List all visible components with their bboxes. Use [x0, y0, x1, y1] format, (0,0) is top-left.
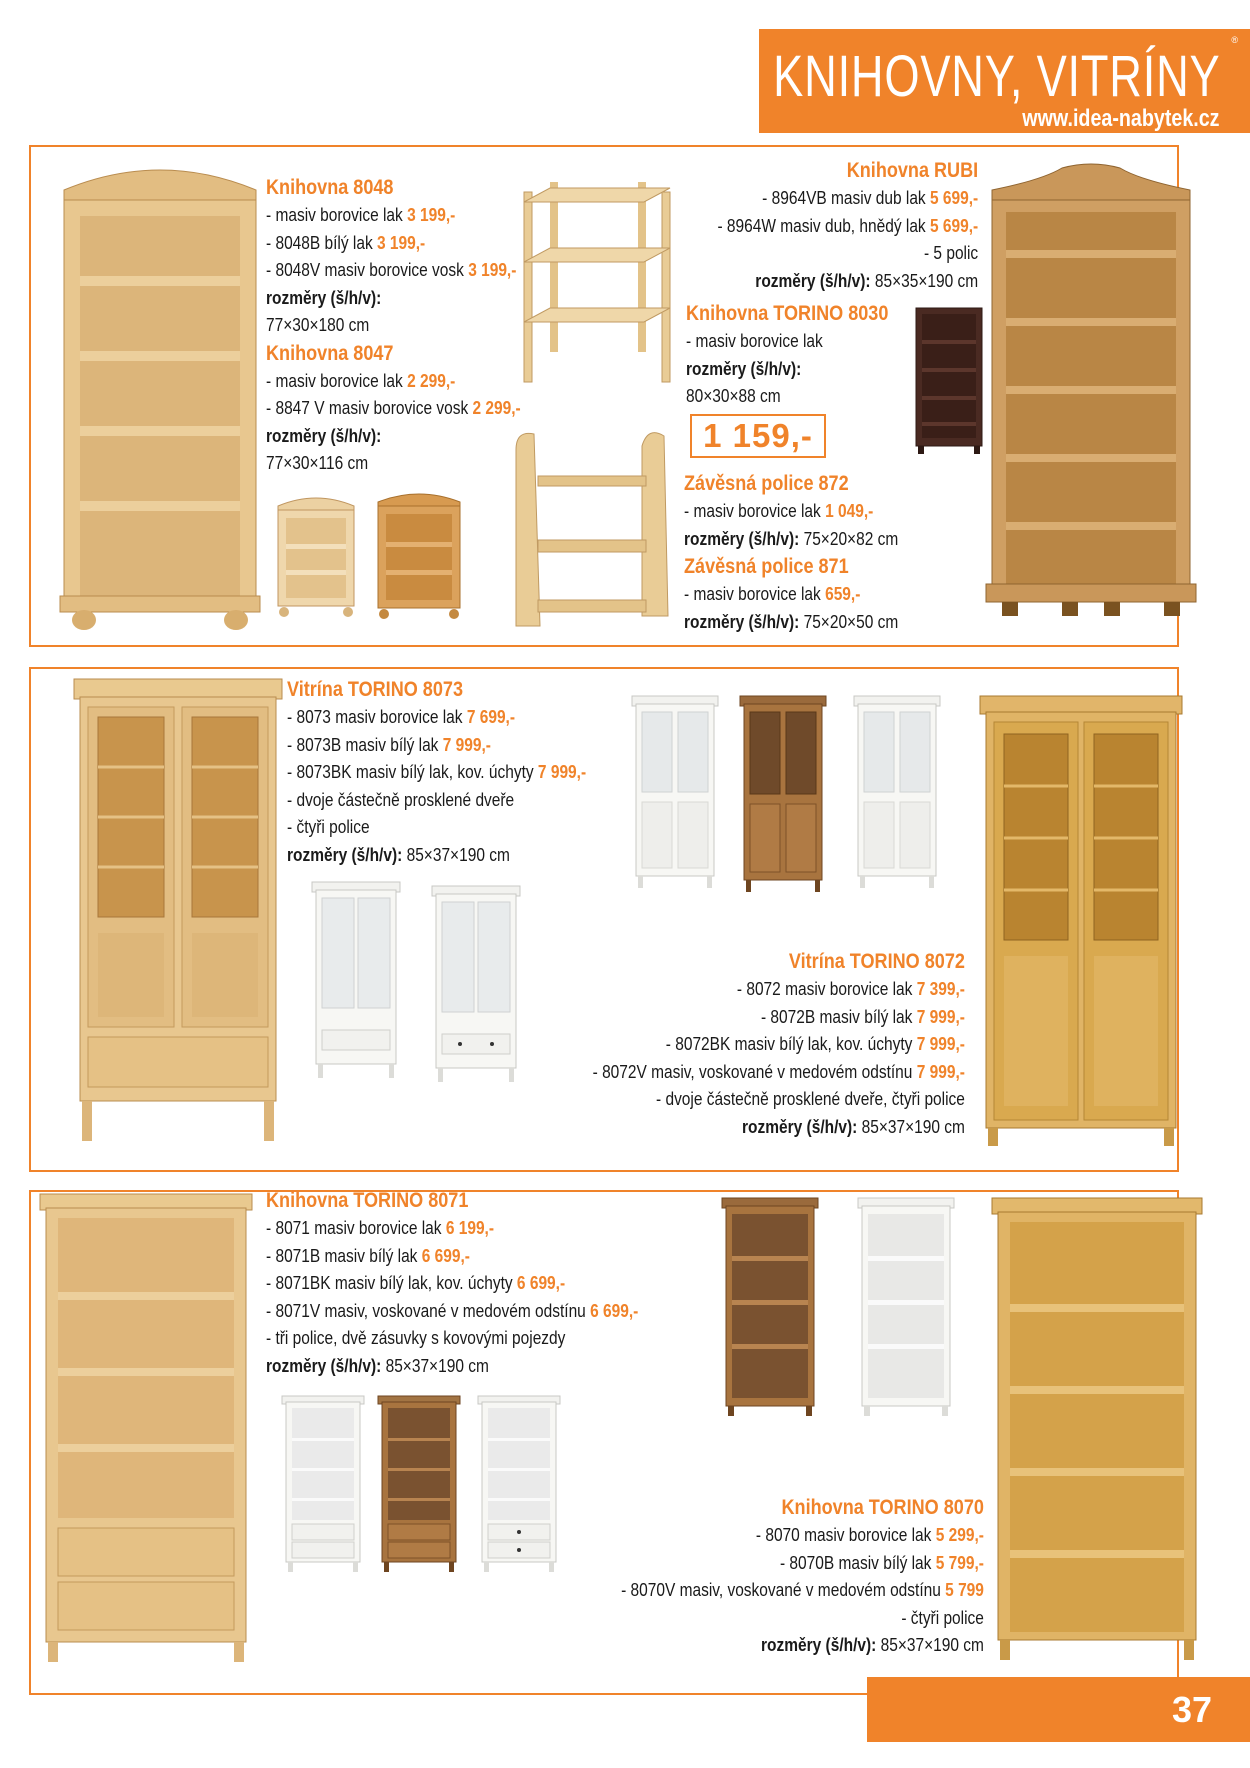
variant-line: - 8964VB masiv dub lak 5 699,-: [762, 188, 978, 208]
product-title: Knihovna 8047: [266, 341, 394, 365]
price: 7 999,-: [537, 762, 587, 782]
website-link[interactable]: www.idea-nabytek.cz: [1022, 105, 1220, 132]
display-cabinet-8072v-image: [738, 694, 828, 894]
page-number: 37: [1171, 1689, 1212, 1730]
variant-line: - 8048V masiv borovice vosk 3 199,-: [266, 260, 517, 280]
bookcase-torino-8071-image: [38, 1192, 254, 1664]
product-title: Knihovna 8048: [266, 176, 394, 199]
dimensions: 77×30×180 cm: [266, 315, 370, 335]
variant-line: - 8070V masiv, voskované v medovém odstínu 5 799: [621, 1580, 984, 1600]
dimension-line: rozměry (š/h/v): 85×37×190 cm: [287, 844, 510, 865]
bookcase-torino-8070v-image: [720, 1196, 820, 1418]
variant-line: - 8072B masiv bílý lak 7 999,-: [761, 1006, 965, 1027]
variant-line: - 8071BK masiv bílý lak, kov. úchyty 6 699,-: [266, 1273, 566, 1293]
price: 3 199,-: [468, 260, 517, 280]
display-cabinet-8073bk-image: [430, 884, 522, 1084]
product-knihovna-torino-8070: [621, 1494, 984, 1660]
price: 6 699,-: [421, 1245, 470, 1266]
variant-line: - 8071V masiv, voskované v medovém odstínu 6 699,-: [266, 1300, 639, 1321]
page-header: [759, 29, 1250, 133]
product-title: Závěsná police 871: [684, 555, 849, 578]
dimension-label: rozměry (š/h/v):: [686, 358, 802, 379]
product-title: Knihovna TORINO 8030: [686, 302, 889, 325]
bookcase-torino-8071v-image: [376, 1394, 462, 1574]
variant-line: - masiv borovice lak 1 049,-: [684, 501, 874, 521]
price: 5 699,-: [929, 188, 978, 208]
dimension-line: rozměry (š/h/v): 85×37×190 cm: [761, 1635, 984, 1655]
price: 7 999,-: [916, 1034, 965, 1054]
bookcase-rubi-image: [982, 160, 1200, 620]
open-shelf-image: [520, 182, 680, 392]
page-title: KNIHOVNY, VITRÍNY: [772, 44, 1220, 109]
variant-line: - masiv borovice lak 659,-: [684, 584, 861, 604]
price: 5 699,-: [929, 215, 978, 236]
variant-line: - 8847 V masiv borovice vosk 2 299,-: [266, 398, 521, 418]
product-title: Knihovna TORINO 8070: [781, 1496, 984, 1519]
price: 3 199,-: [377, 232, 426, 253]
product-knihovna-8048: [266, 174, 521, 478]
bookcase-8047-image: [274, 494, 358, 618]
bookcase-torino-8070-image: [990, 1196, 1204, 1664]
variant-line: - masiv borovice lak 3 199,-: [266, 205, 456, 225]
price: 659,-: [825, 584, 861, 604]
variant-line: - 8073 masiv borovice lak 7 699,-: [287, 707, 516, 727]
product-knihovna-torino-8030: [686, 300, 888, 411]
price: 2 299,-: [472, 398, 521, 418]
bookcase-torino-8070b-image: [856, 1196, 956, 1418]
bookcase-torino-8030-image: [914, 306, 984, 456]
hanging-shelf-image: [514, 430, 674, 630]
variant-line: - dvoje částečně prosklené dveře: [287, 789, 515, 810]
bookcase-torino-8071bk-image: [476, 1394, 562, 1574]
price: 5 799,-: [935, 1552, 984, 1573]
display-cabinet-8073-image: [72, 677, 284, 1143]
dimension-line: rozměry (š/h/v): 75×20×50 cm: [684, 611, 899, 632]
price: 7 999,-: [442, 734, 491, 755]
price-box: 1 159,-: [690, 414, 826, 458]
bookcase-8847v-image: [374, 490, 464, 620]
price: 5 799: [945, 1580, 984, 1600]
variant-line: - 8073BK masiv bílý lak, kov. úchyty 7 999,-: [287, 762, 587, 782]
product-zavesna-police: [684, 470, 898, 636]
variant-line: - 8072 masiv borovice lak 7 399,-: [736, 979, 965, 999]
product-vitrina-torino-8073: [287, 676, 586, 869]
display-cabinet-8072-image: [978, 694, 1184, 1148]
variant-line: - 5 polic: [923, 243, 978, 263]
product-title: Knihovna RUBI: [846, 159, 978, 182]
display-cabinet-8073b-image: [310, 880, 402, 1080]
price: 1 049,-: [825, 501, 874, 521]
page-number-tab: [867, 1677, 1250, 1742]
price: 7 699,-: [466, 707, 516, 727]
dimensions: 77×30×116 cm: [266, 453, 369, 473]
price: 2 299,-: [407, 370, 456, 391]
price: 5 299,-: [935, 1525, 984, 1545]
price: 6 699,-: [590, 1300, 639, 1321]
price: 7 399,-: [916, 979, 965, 999]
dimensions: 80×30×88 cm: [686, 386, 781, 406]
display-cabinet-8072b-image: [630, 694, 720, 890]
variant-line: - 8070 masiv borovice lak 5 299,-: [755, 1525, 984, 1545]
dimension-line: rozměry (š/h/v): 75×20×82 cm: [684, 528, 899, 549]
product-knihovna-rubi: [717, 157, 978, 295]
variant-line: - 8070B masiv bílý lak 5 799,-: [780, 1552, 984, 1573]
variant-line: - 8073B masiv bílý lak 7 999,-: [287, 734, 491, 755]
variant-line: - masiv borovice lak: [686, 331, 823, 351]
variant-line: - masiv borovice lak 2 299,-: [266, 370, 456, 391]
variant-line: - čtyři police: [901, 1607, 984, 1628]
variant-line: - čtyři police: [287, 817, 370, 837]
variant-line: - 8048B bílý lak 3 199,-: [266, 232, 426, 253]
dimension-line: rozměry (š/h/v): 85×37×190 cm: [266, 1355, 489, 1376]
display-cabinet-8072bk-image: [852, 694, 942, 890]
variant-line: - 8072BK masiv bílý lak, kov. úchyty 7 999,-: [665, 1034, 965, 1054]
price: 7 999,-: [916, 1061, 965, 1082]
price: 7 999,-: [916, 1006, 965, 1027]
bookcase-torino-8071b-image: [280, 1394, 366, 1574]
trademark-mark: ®: [1231, 35, 1238, 45]
variant-line: - tři police, dvě zásuvky s kovovými pojezdy: [266, 1328, 566, 1348]
variant-line: - 8071 masiv borovice lak 6 199,-: [266, 1218, 495, 1238]
product-vitrina-torino-8072: [593, 948, 965, 1141]
variant-line: - 8071B masiv bílý lak 6 699,-: [266, 1245, 470, 1266]
product-title: Vitrína TORINO 8072: [789, 950, 965, 973]
variant-line: - dvoje částečně prosklené dveře, čtyři police: [656, 1089, 965, 1109]
price: 3 199,-: [407, 205, 456, 225]
price: 6 199,-: [445, 1218, 495, 1238]
dimension-line: rozměry (š/h/v): 85×37×190 cm: [742, 1116, 965, 1137]
product-title: Vitrína TORINO 8073: [287, 678, 463, 701]
variant-line: - 8072V masiv, voskované v medovém odstínu 7 999,-: [592, 1061, 965, 1082]
price: 6 699,-: [516, 1273, 566, 1293]
dimension-line: rozměry (š/h/v): 85×35×190 cm: [755, 270, 978, 291]
dimension-label: rozměry (š/h/v):: [266, 287, 382, 308]
bookcase-8048-image: [56, 156, 264, 632]
product-knihovna-torino-8071: [266, 1187, 638, 1380]
product-title: Závěsná police 872: [684, 472, 849, 495]
variant-line: - 8964W masiv dub, hnědý lak 5 699,-: [717, 215, 978, 236]
product-title: Knihovna TORINO 8071: [266, 1189, 469, 1212]
dimension-label: rozměry (š/h/v):: [266, 425, 382, 446]
